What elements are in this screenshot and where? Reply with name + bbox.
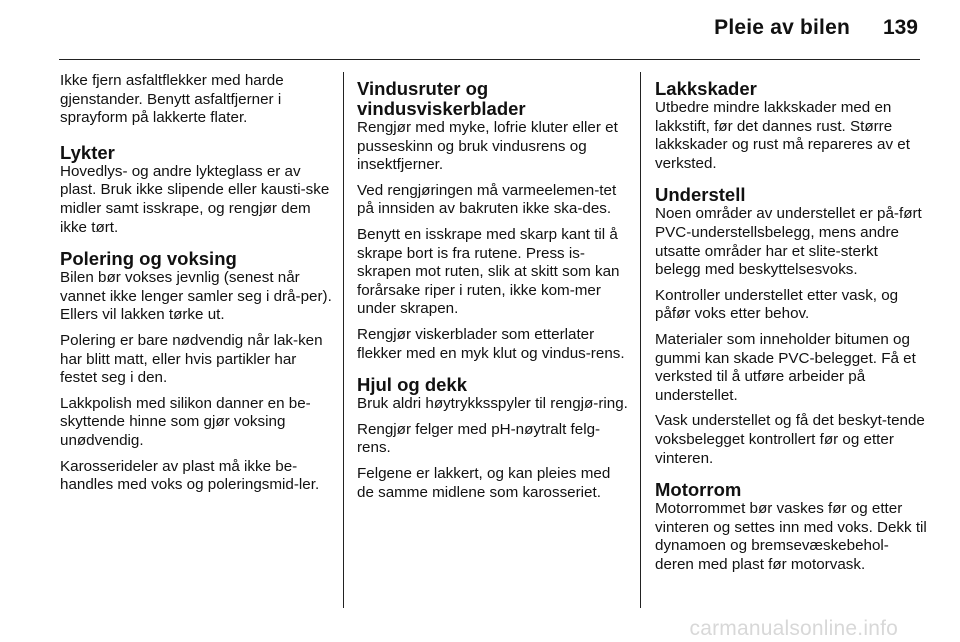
page-title: Pleie av bilen xyxy=(714,16,850,39)
paragraph: Utbedre mindre lakkskader med en lakkstift, før det dannes rust. Større lakkskader og rust må repareres av et verksted. xyxy=(655,99,910,172)
watermark-text: carmanualsonline.info xyxy=(689,617,898,640)
paragraph: Kontroller understellet etter vask, og påfør voks etter behov. xyxy=(655,286,899,323)
section-hjul-og-dekk xyxy=(357,375,629,502)
section-heading: Understell xyxy=(655,184,746,206)
section-lykter xyxy=(60,143,332,237)
paragraph: Polering er bare nødvendig når lak-ken har blitt matt, eller hvis partikler har festet seg i den. xyxy=(60,331,323,387)
paragraph: Vask understellet og få det beskyt-tende voksbelegget kontrollert før og etter vinteren. xyxy=(655,412,925,467)
section-heading: Vindusruter og vindusviskerblader xyxy=(357,78,526,119)
text-column-2 xyxy=(357,79,629,514)
paragraph: Rengjør viskerblader som etterlater flekker med en myk klut og vindus-rens. xyxy=(357,325,625,362)
section-vindusruter xyxy=(357,79,629,363)
section-heading: Lykter xyxy=(60,141,115,163)
section-heading: Polering og voksing xyxy=(60,248,237,270)
section-lakkskader xyxy=(655,79,927,173)
paragraph: Bruk aldri høytrykksspyler til rengjø-ring. xyxy=(357,395,628,413)
paragraph: Hovedlys- og andre lykteglass er av plast. Bruk ikke slipende eller kausti-ske midler samt isskrape, og rengjør dem ikke tørt. xyxy=(60,162,330,236)
paragraph: Ikke fjern asfaltflekker med harde gjenstander. Benytt asfaltfjerner i sprayform på lakkerte flater. xyxy=(60,72,284,127)
paragraph: Lakkpolish med silikon danner en be-skyttende hinne som gjør voksing unødvendig. xyxy=(60,394,311,449)
paragraph: Rengjør med myke, lofrie kluter eller et pusseskinn og bruk vindusrens og insektfjerner. xyxy=(357,119,618,174)
section-polering xyxy=(60,249,332,495)
text-column-3 xyxy=(655,79,927,586)
header-rule xyxy=(59,59,920,60)
paragraph: Karosserideler av plast må ikke be-handles med voks og poleringsmid-ler. xyxy=(60,457,320,494)
section-intro xyxy=(60,72,332,128)
page-header xyxy=(0,0,960,60)
section-heading: Hjul og dekk xyxy=(357,374,467,396)
paragraph: Bilen bør vokses jevnlig (senest når vannet ikke lenger samler seg i drå-per). Ellers vil lakken tørke ut. xyxy=(60,269,332,324)
paragraph: Ved rengjøringen må varmeelemen-tet på innsiden av bakruten ikke ska-des. xyxy=(357,181,617,218)
paragraph: Motorrommet bør vaskes før og etter vinteren og settes inn med voks. Dekk til dynamoen og bremsevæskebehol-deren med plast før motorvask. xyxy=(655,500,927,573)
paragraph: Rengjør felger med pH-nøytralt felg-rens. xyxy=(357,420,601,457)
paragraph: Noen områder av understellet er på-ført PVC-understellsbelegg, mens andre utsatte områder har et slite-sterkt belegg med beskyttelsesvoks. xyxy=(655,205,922,279)
paragraph: Materialer som inneholder bitumen og gummi kan skade PVC-belegget. Få et verksted til å utføre arbeider på understellet. xyxy=(655,330,916,404)
section-heading: Motorrom xyxy=(655,479,742,501)
column-divider xyxy=(343,72,344,608)
column-divider xyxy=(640,72,641,608)
paragraph: Benytt en isskrape med skarp kant til å skrape bort is fra rutene. Press is-skrapen mot ruten, slik at skitt som kan forårsake riper i ruten, ikke kom-mer under skrapen. xyxy=(357,225,620,318)
section-motorrom xyxy=(655,480,927,574)
text-column-1 xyxy=(60,72,332,507)
paragraph: Felgene er lakkert, og kan pleies med de samme midlene som karosseriet. xyxy=(357,464,611,501)
section-heading: Lakkskader xyxy=(655,78,757,99)
page-number: 139 xyxy=(882,16,918,39)
section-understell xyxy=(655,185,927,468)
